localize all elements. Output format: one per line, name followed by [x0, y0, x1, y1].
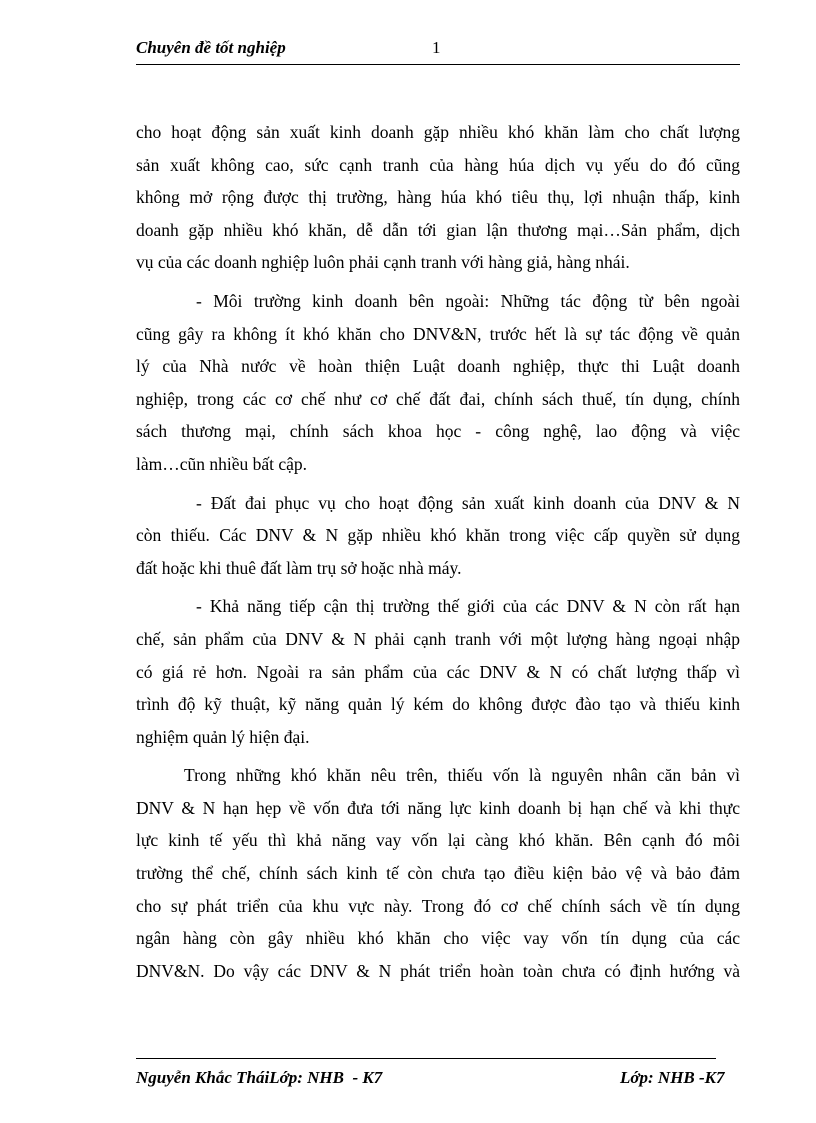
text-line: nghiệm quản lý hiện đại.	[136, 726, 310, 747]
text-line: sách thương mại, chính sách khoa học - công nghệ, lao động và việc	[136, 421, 740, 442]
paragraph	[136, 487, 740, 585]
text-line: lý của Nhà nước về hoàn thiện Luật doanh nghiệp, thực thi Luật doanh	[136, 356, 740, 377]
text-line: có giá rẻ hơn. Ngoài ra sản phẩm của các DNV & N có chất lượng thấp vì	[136, 661, 740, 682]
text-line: vụ của các doanh nghiệp luôn phải cạnh tranh với hàng giả, hàng nhái.	[136, 252, 630, 273]
text-line: đất hoặc khi thuê đất làm trụ sở hoặc nhà máy.	[136, 557, 462, 578]
author-name: Nguyễn Khắc Thái	[136, 1068, 270, 1087]
text-line: trường thể chế, chính sách kinh tế còn chưa tạo điều kiện bảo vệ và bảo đảm	[136, 863, 740, 884]
document-title: Chuyên đề tốt nghiệp	[136, 38, 286, 57]
paragraph	[136, 759, 740, 987]
text-line: còn thiếu. Các DNV & N gặp nhiều khó khăn trong việc cấp quyền sử dụng	[136, 525, 740, 546]
text-line: Trong những khó khăn nêu trên, thiếu vốn là nguyên nhân căn bản vì	[184, 765, 740, 786]
text-line: cho sự phát triển của khu vực này. Trong đó cơ chế chính sách về tín dụng	[136, 895, 740, 916]
page-header	[136, 38, 740, 65]
document-body	[136, 116, 740, 993]
class-label-left: Lớp: NHB - K7	[269, 1068, 383, 1087]
text-line: lực kinh tế yếu thì khả năng vay vốn lại càng khó khăn. Bên cạnh đó môi	[136, 830, 740, 851]
text-line: DNV&N. Do vậy các DNV & N phát triển hoàn toàn chưa có định hướng và	[136, 960, 740, 981]
text-line: làm…cũn nhiều bất cập.	[136, 453, 308, 474]
text-line: trình độ kỹ thuật, kỹ năng quản lý kém do không được đào tạo và thiếu kinh	[136, 694, 740, 715]
footer-author	[136, 1068, 382, 1088]
page-number: 1	[432, 38, 441, 57]
text-line: không mở rộng được thị trường, hàng húa khó tiêu thụ, lợi nhuận thấp, kinh	[136, 187, 740, 208]
paragraph	[136, 590, 740, 753]
text-line: - Đất đai phục vụ cho hoạt động sản xuất kinh doanh của DNV & N	[196, 492, 740, 513]
text-line: cho hoạt động sản xuất kinh doanh gặp nhiều khó khăn làm cho chất lượng	[136, 122, 740, 142]
text-line: ngân hàng còn gây nhiều khó khăn cho việc vay vốn tín dụng của các	[136, 928, 740, 949]
text-line: cũng gây ra không ít khó khăn cho DNV&N, trước hết là sự tác động về quản	[136, 323, 740, 344]
text-line: DNV & N hạn hẹp về vốn đưa tới năng lực kinh doanh bị hạn chế và khi thực	[136, 797, 740, 818]
text-line: - Khả năng tiếp cận thị trường thế giới của các DNV & N còn rất hạn	[196, 596, 740, 617]
paragraph	[136, 285, 740, 481]
paragraph	[136, 116, 740, 279]
text-line: doanh gặp nhiều khó khăn, dễ dẫn tới gian lận thương mại…Sản phẩm, dịch	[136, 219, 740, 240]
footer-divider	[136, 1058, 716, 1059]
text-line: sản xuất không cao, sức cạnh tranh của hàng húa dịch vụ yếu do đó cũng	[136, 154, 740, 175]
text-line: chế, sản phẩm của DNV & N phải cạnh tranh với một lượng hàng ngoại nhập	[136, 628, 740, 649]
text-line: - Môi trường kinh doanh bên ngoài: Những tác động từ bên ngoài	[196, 290, 740, 311]
class-label-right: Lớp: NHB -K7	[620, 1068, 725, 1087]
text-line: nghiệp, trong các cơ chế như cơ chế đất đai, chính sách thuế, tín dụng, chính	[136, 388, 740, 409]
